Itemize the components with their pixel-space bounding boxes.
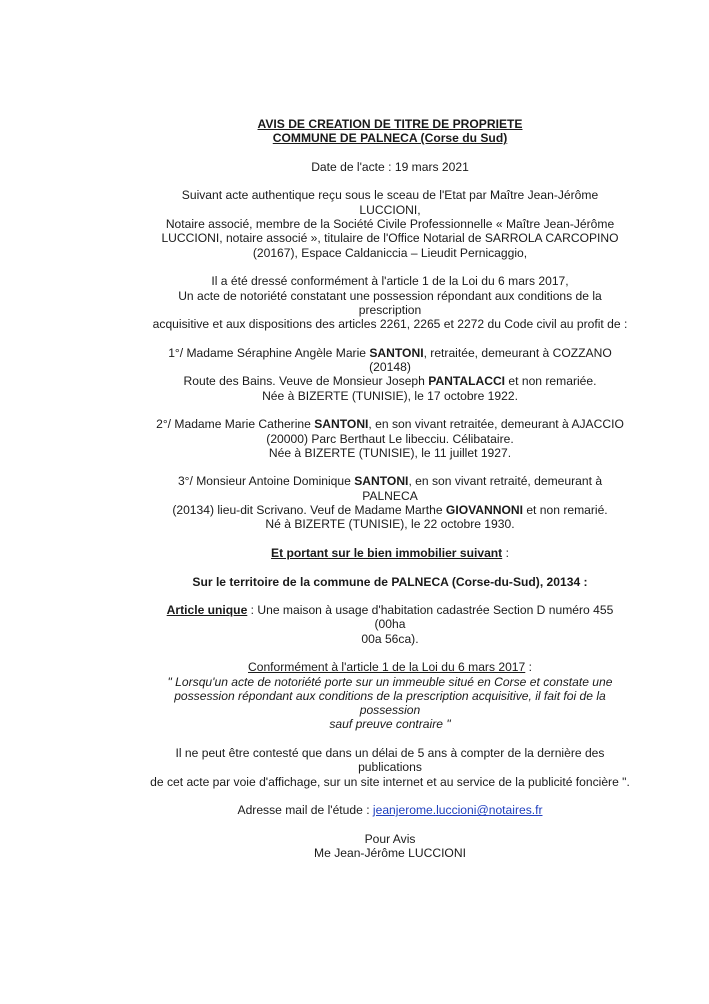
intro-paragraph	[150, 188, 630, 259]
acte-line: Un acte de notoriété constatant une possession répondant aux conditions de la prescription	[178, 288, 602, 317]
intro-line: Notaire associé, membre de la Société Civile Professionnelle « Maître Jean-Jérôme	[165, 217, 615, 232]
article-line	[150, 603, 630, 632]
colon: :	[502, 545, 509, 560]
signature-name: Me Jean-Jérôme LUCCIONI	[314, 846, 466, 861]
beneficiary-surname: SANTONI	[354, 474, 409, 489]
beneficiary-address: Route des Bains. Veuve de Monsieur Joseph	[183, 374, 429, 389]
intro-line: (20167), Espace Caldaniccia – Lieudit Pernicaggio,	[252, 245, 528, 260]
signature-line: Pour Avis	[364, 831, 416, 846]
property-heading	[150, 546, 630, 560]
beneficiary-surname: SANTONI	[314, 417, 369, 432]
law-heading-text: Conformément à l'article 1 de la Loi du 6 mars 2017	[248, 660, 526, 675]
article-label: Article unique	[166, 603, 248, 618]
email-link[interactable]: jeanjerome.luccioni@notaires.fr	[372, 803, 543, 818]
law-heading	[150, 660, 630, 674]
beneficiary-2	[150, 417, 630, 460]
acte-line: acquisitive et aux dispositions des articles 2261, 2265 et 2272 du Code civil au profit de :	[152, 317, 628, 332]
document-subtitle: COMMUNE DE PALNECA (Corse du Sud)	[272, 131, 508, 146]
article-text: : Une maison à usage d'habitation cadastrée Section D numéro 455 (00ha	[247, 603, 614, 632]
contact-label: Adresse mail de l'étude :	[237, 803, 373, 818]
intro-line: Suivant acte authentique reçu sous le sceau de l'Etat par Maître Jean-Jérôme LUCCIONI,	[181, 188, 599, 217]
territory-line: Sur le territoire de la commune de PALNECA (Corse-du-Sud), 20134 :	[192, 574, 588, 589]
beneficiary-prefix: 1°/ Madame Séraphine Angèle Marie	[168, 345, 370, 360]
beneficiary-birth: Né à BIZERTE (TUNISIE), le 22 octobre 1930.	[265, 517, 515, 532]
document-title: AVIS DE CREATION DE TITRE DE PROPRIETE	[257, 117, 523, 131]
beneficiary-prefix: 2°/ Madame Marie Catherine	[156, 417, 315, 432]
intro-line: LUCCIONI, notaire associé », titulaire de l'Office Notarial de SARROLA CARCOPINO	[161, 231, 619, 246]
beneficiary-birth: Née à BIZERTE (TUNISIE), le 11 juillet 1927.	[268, 445, 512, 460]
beneficiary-surname: SANTONI	[369, 345, 424, 360]
beneficiary-status: et non remariée.	[505, 374, 597, 389]
beneficiary-birth: Née à BIZERTE (TUNISIE), le 17 octobre 1922.	[262, 388, 518, 403]
law-quote: possession répondant aux conditions de la prescription acquisitive, il fait foi de la possession	[174, 688, 606, 718]
acte-paragraph	[150, 274, 630, 331]
beneficiary-address: (20134) lieu-dit Scrivano. Veuf de Madame Marthe	[172, 503, 446, 518]
act-date: Date de l'acte : 19 mars 2021	[311, 159, 469, 174]
spouse-surname: GIOVANNONI	[445, 503, 523, 518]
beneficiary-details: , en son vivant retraitée, demeurant à AJACCIO	[368, 417, 624, 432]
law-quote: sauf preuve contraire "	[329, 717, 451, 732]
beneficiary-details: , retraitée, demeurant à COZZANO (20148)	[369, 345, 612, 375]
colon: :	[525, 660, 532, 675]
document-page	[150, 117, 630, 860]
contact-line	[150, 803, 630, 817]
beneficiary-status: et non remarié.	[522, 503, 608, 518]
beneficiary-1	[150, 346, 630, 403]
property-heading-text: Et portant sur le bien immobilier suivant	[271, 545, 503, 560]
beneficiary-3	[150, 474, 630, 531]
law-quote: " Lorsqu'un acte de notoriété porte sur un immeuble situé en Corse et constate une	[167, 674, 613, 689]
beneficiary-details: , en son vivant retraité, demeurant à PALNECA	[362, 474, 603, 503]
acte-line: Il a été dressé conformément à l'article 1 de la Loi du 6 mars 2017,	[211, 274, 569, 289]
beneficiary-prefix: 3°/ Monsieur Antoine Dominique	[177, 474, 355, 489]
contest-line: de cet acte par voie d'affichage, sur un site internet et au service de la publicité foncière ".	[150, 774, 630, 789]
article-text-cont: 00a 56ca).	[361, 631, 419, 646]
contest-line: Il ne peut être contesté que dans un délai de 5 ans à compter de la dernière des publications	[175, 746, 605, 775]
beneficiary-address: (20000) Parc Berthaut Le libecciu. Célibataire.	[266, 431, 514, 446]
spouse-surname: PANTALACCI	[428, 374, 506, 389]
